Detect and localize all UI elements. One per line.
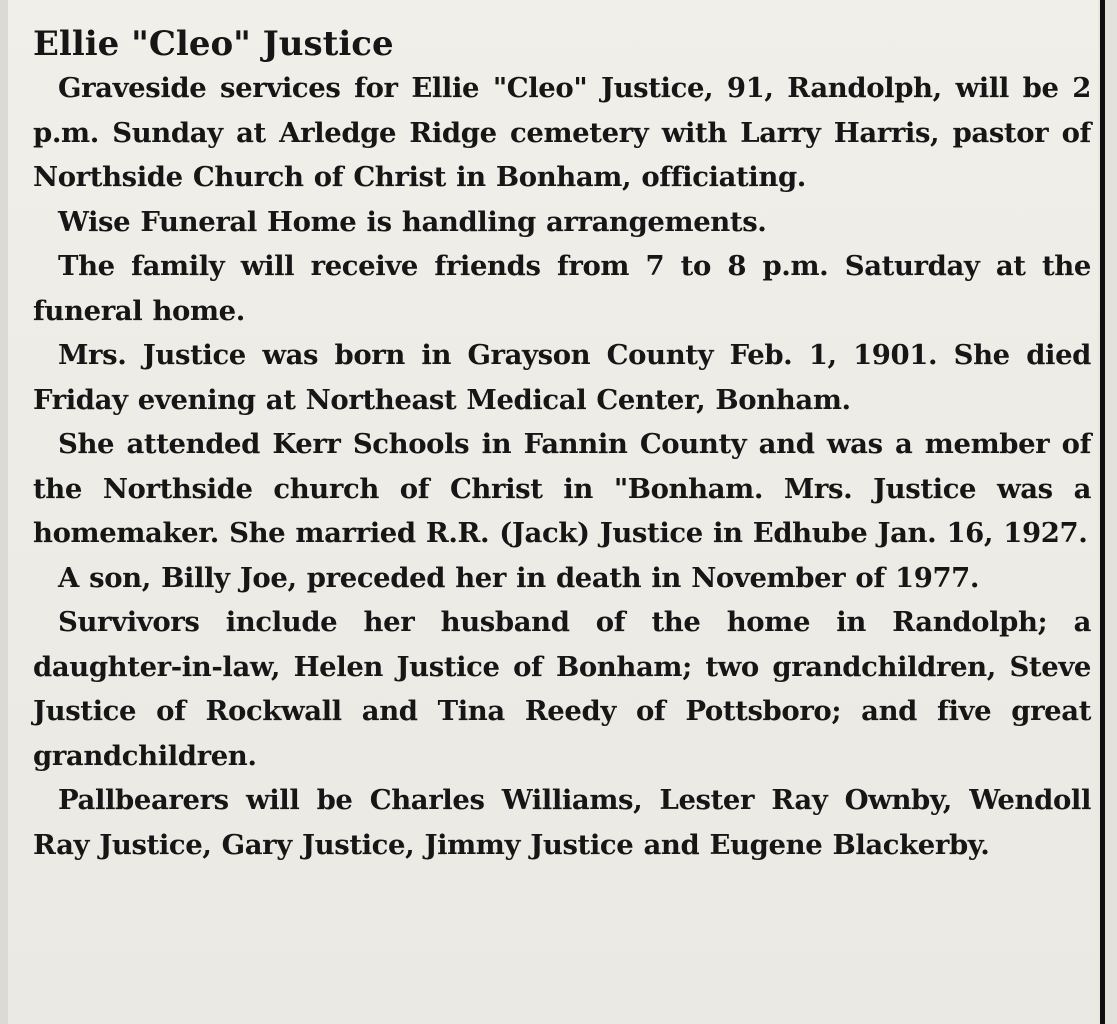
background-left-margin	[0, 0, 8, 1024]
paragraph-biography: She attended Kerr Schools in Fannin County and was a member of the Northside church of Christ in "Bonham. Mrs. Justice was a homemaker. She married R.R. (Jack) Justice in Edhube Jan. 16, 1927.	[33, 428, 1091, 549]
paragraph-funeral-home: Wise Funeral Home is handling arrangements.	[58, 205, 767, 238]
paragraph-services: Graveside services for Ellie "Cleo" Justice, 91, Randolph, will be 2 p.m. Sunday at Arledge Ridge cemetery with Larry Harris, pastor of Northside Church of Christ in Bonham, officiating.	[33, 72, 1091, 193]
obituary-headline: Ellie "Cleo" Justice	[33, 24, 394, 64]
paragraph-pallbearers: Pallbearers will be Charles Williams, Lester Ray Ownby, Wendoll Ray Justice, Gary Justice, Jimmy Justice and Eugene Blackerby.	[33, 784, 1091, 861]
paragraph-visitation: The family will receive friends from 7 to 8 p.m. Saturday at the funeral home.	[33, 250, 1091, 327]
background-right-margin	[1105, 0, 1117, 1024]
paragraph-survivors: Survivors include her husband of the home in Randolph; a daughter-in-law, Helen Justice of Bonham; two grandchildren, Steve Justice of Rockwall and Tina Reedy of Pottsboro; and five great grandchildren.	[33, 606, 1091, 772]
paragraph-preceded: A son, Billy Joe, preceded her in death in November of 1977.	[58, 561, 980, 594]
paragraph-birth-death: Mrs. Justice was born in Grayson County Feb. 1, 1901. She died Friday evening at Northeast Medical Center, Bonham.	[33, 339, 1091, 416]
newspaper-clipping	[8, 0, 1098, 1024]
obituary-article	[33, 22, 1091, 867]
